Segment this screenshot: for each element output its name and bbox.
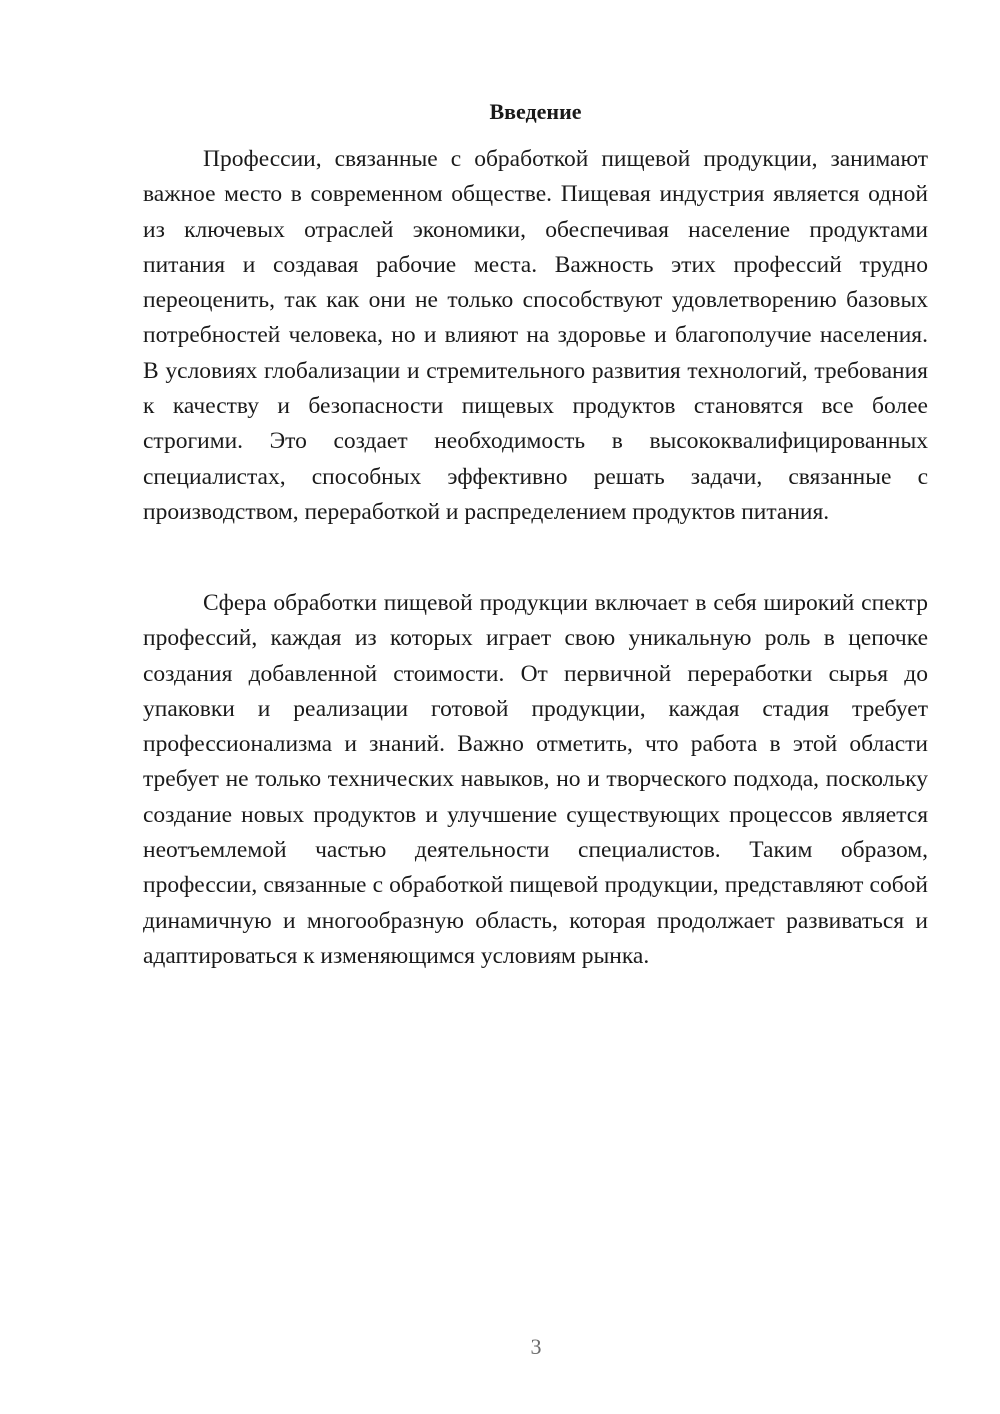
paragraph-2: Сфера обработки пищевой продукции включает в себя широкий спектр профессий, каждая из которых играет свою уникальную роль в цепочке создания добавленной стоимости. От первичной переработки сырья до упаковки и реализации готовой продукции, каждая стадия требует профессионализма и знаний. Важно отметить, что работа в этой области требует не только технических навыков, но и творческого подхода, поскольку создание новых продуктов и улучшение существующих процессов является неотъемлемой частью деятельности специалистов. Таким образом, профессии, связанные с обработкой пищевой продукции, представляют собой динамичную и многообразную область, которая продолжает развиваться и адаптироваться к изменяющимся условиям рынка. xyxy=(143,590,928,969)
paragraph-1: Профессии, связанные с обработкой пищевой продукции, занимают важное место в современном обществе. Пищевая индустрия является одной из ключевых отраслей экономики, обеспечивая население продуктами питания и создавая рабочие места. Важность этих профессий трудно переоценить, так как они не только способствуют удовлетворению базовых потребностей человека, но и влияют на здоровье и благополучие населения. В условиях глобализации и стремительного развития технологий, требования к качеству и безопасности пищевых продуктов становятся все более строгими. Это создает необходимость в высококвалифицированных специалистах, способных эффективно решать задачи, связанные с производством, переработкой и распределением продуктов питания. xyxy=(143,146,928,525)
section-title: Введение xyxy=(489,99,582,124)
page-number: 3 xyxy=(530,1334,542,1359)
